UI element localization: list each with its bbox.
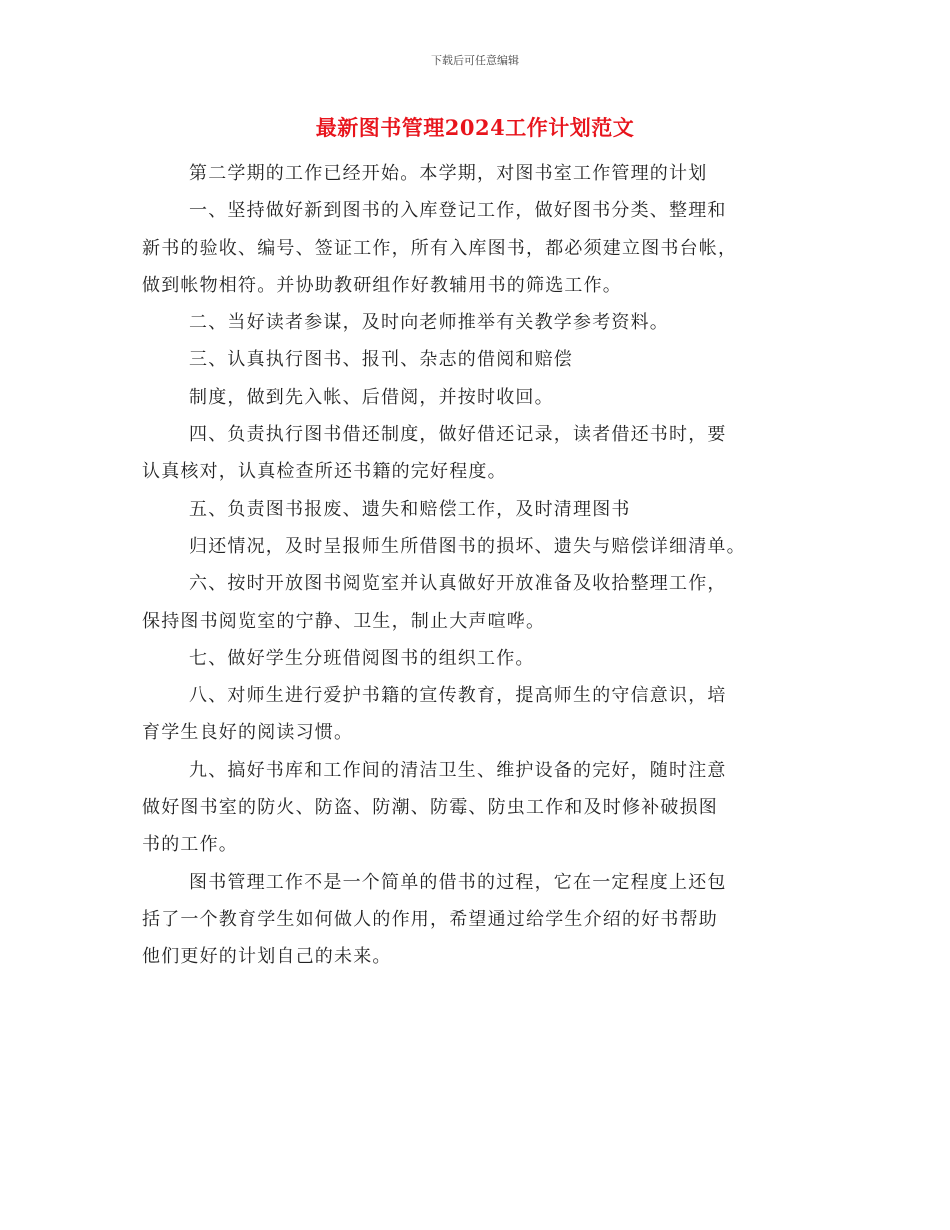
body-line: 制度，做到先入帐、后借阅，并按时收回。: [189, 386, 554, 408]
body-line: 六、按时开放图书阅览室并认真做好开放准备及收拾整理工作，: [189, 573, 727, 595]
body-line: 括了一个教育学生如何做人的作用，希望通过给学生介绍的好书帮助: [142, 908, 718, 930]
body-line: 八、对师生进行爱护书籍的宣传教育，提高师生的守信意识，培: [189, 685, 727, 707]
document-body: [142, 155, 802, 976]
body-line: 七、做好学生分班借阅图书的组织工作。: [189, 647, 535, 669]
body-line: 认真核对，认真检查所还书籍的完好程度。: [142, 461, 507, 483]
body-line: 一、坚持做好新到图书的入库登记工作，做好图书分类、整理和: [189, 200, 727, 222]
body-line: 二、当好读者参谋，及时向老师推举有关教学参考资料。: [189, 312, 669, 334]
body-line: 做到帐物相符。并协助教研组作好教辅用书的筛选工作。: [142, 274, 622, 296]
page-header-note: 下载后可任意编辑: [431, 54, 519, 67]
body-line: 五、负责图书报废、遗失和赔偿工作，及时清理图书: [189, 498, 631, 520]
body-line: 做好图书室的防火、防盗、防潮、防霉、防虫工作和及时修补破损图: [142, 797, 718, 819]
body-line: 保持图书阅览室的宁静、卫生，制止大声喧哗。: [142, 610, 546, 632]
body-line: 图书管理工作不是一个简单的借书的过程，它在一定程度上还包: [189, 871, 727, 893]
body-line: 书的工作。: [142, 834, 238, 856]
body-line: 四、负责执行图书借还制度，做好借还记录，读者借还书时，要: [189, 424, 727, 446]
body-line: 归还情况，及时呈报师生所借图书的损坏、遗失与赔偿详细清单。: [189, 535, 746, 557]
body-line: 他们更好的计划自己的未来。: [142, 946, 392, 968]
body-line: 新书的验收、编号、签证工作，所有入库图书，都必须建立图书台帐，: [142, 237, 738, 259]
body-line: 第二学期的工作已经开始。本学期，对图书室工作管理的计划: [189, 163, 708, 184]
body-line: 育学生良好的阅读习惯。: [142, 722, 354, 744]
document-title: 最新图书管理2024工作计划范文: [315, 115, 635, 140]
body-line: 九、搞好书库和工作间的清洁卫生、维护设备的完好，随时注意: [189, 759, 727, 781]
body-line: 三、认真执行图书、报刊、杂志的借阅和赔偿: [189, 349, 573, 371]
